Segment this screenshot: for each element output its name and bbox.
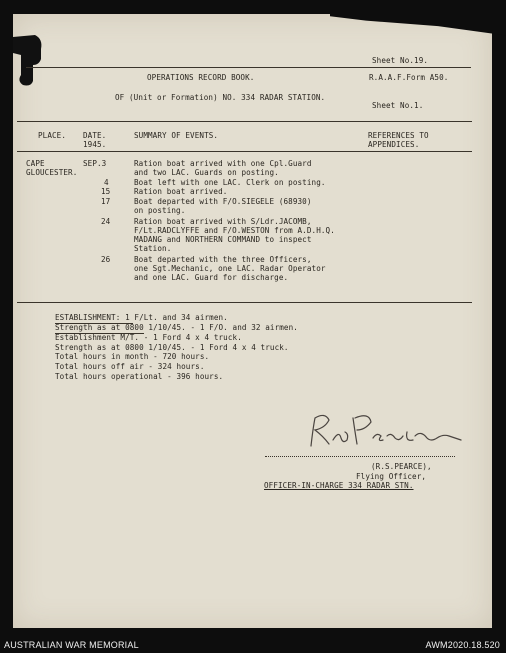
footer-credit: AUSTRALIAN WAR MEMORIAL [4,640,139,650]
entry-date: 17 [101,197,111,206]
form-number: R.A.A.F.Form A50. [369,73,449,82]
signatory-role: OFFICER-IN-CHARGE 334 RADAR STN. [264,481,414,490]
stat-line: Establishment M/T. - 1 Ford 4 x 4 truck. [55,333,242,342]
stat-line: ESTABLISHMENT: 1 F/Lt. and 34 airmen. [55,313,228,322]
col-summary: SUMMARY OF EVENTS. [134,131,219,140]
entry-line: Ration boat arrived with S/Ldr.JACOMB, [134,217,312,226]
entry-line: Ration boat arrived with one Cpl.Guard [134,159,312,168]
stat-line: Total hours in month - 720 hours. [55,352,210,361]
col-references: REFERENCES TO [368,131,429,140]
place-line-2: GLOUCESTER. [26,168,78,177]
place-line-1: CAPE [26,159,45,168]
signatory-name: (R.S.PEARCE), [371,462,432,471]
signature-line [265,456,455,457]
entry-line: Boat departed with F/O.SIEGELE (68930) [134,197,312,206]
entry-date: 26 [101,255,111,264]
entry-date: 24 [101,217,111,226]
book-title: OPERATIONS RECORD BOOK. [147,73,255,82]
sheet-number: Sheet No.19. [372,56,429,65]
entry-line: Station. [134,244,172,253]
entry-line: and two LAC. Guards on posting. [134,168,279,177]
header-rule [26,67,471,68]
entry-date: SEP.3 [83,159,107,168]
table-bottom-rule [17,302,472,303]
entry-line: on posting. [134,206,186,215]
entry-line: Boat departed with the three Officers, [134,255,312,264]
col-year: 1945. [83,140,107,149]
entry-line: one Sgt.Mechanic, one LAC. Radar Operator [134,264,326,273]
entry-line: Ration boat arrived. [134,187,228,196]
col-appendices: APPENDICES. [368,140,420,149]
stat-line: Total hours operational - 396 hours. [55,372,224,381]
unit-line: OF (Unit or Formation) NO. 334 RADAR STATION. [115,93,326,102]
stat-line: Strength as at 0800 1/10/45. - 1 Ford 4 x 4 truck. [55,343,289,352]
table-header-rule [17,151,472,152]
entry-line: MADANG and NORTHERN COMMAND to inspect [134,235,312,244]
sheet-sub: Sheet No.1. [372,101,424,110]
col-date: DATE. [83,131,107,140]
entry-line: and one LAC. Guard for discharge. [134,273,289,282]
signatory-rank: Flying Officer, [356,472,427,481]
handwritten-signature [303,410,468,452]
footer-accession: AWM2020.18.520 [425,640,500,650]
entry-line: Boat left with one LAC. Clerk on posting. [134,178,326,187]
stat-line: Total hours off air - 324 hours. [55,362,205,371]
entry-line: F/Lt.RADCLYFFE and F/O.WESTON from A.D.H.Q. [134,226,335,235]
entry-date: 15 [101,187,111,196]
entry-date: 4 [104,178,109,187]
table-top-rule [17,121,472,122]
col-place: PLACE. [38,131,67,140]
stat-line: Strength as at 0800 1/10/45. - 1 F/O. and 32 airmen. [55,323,298,332]
binder-clip-icon [13,35,45,87]
